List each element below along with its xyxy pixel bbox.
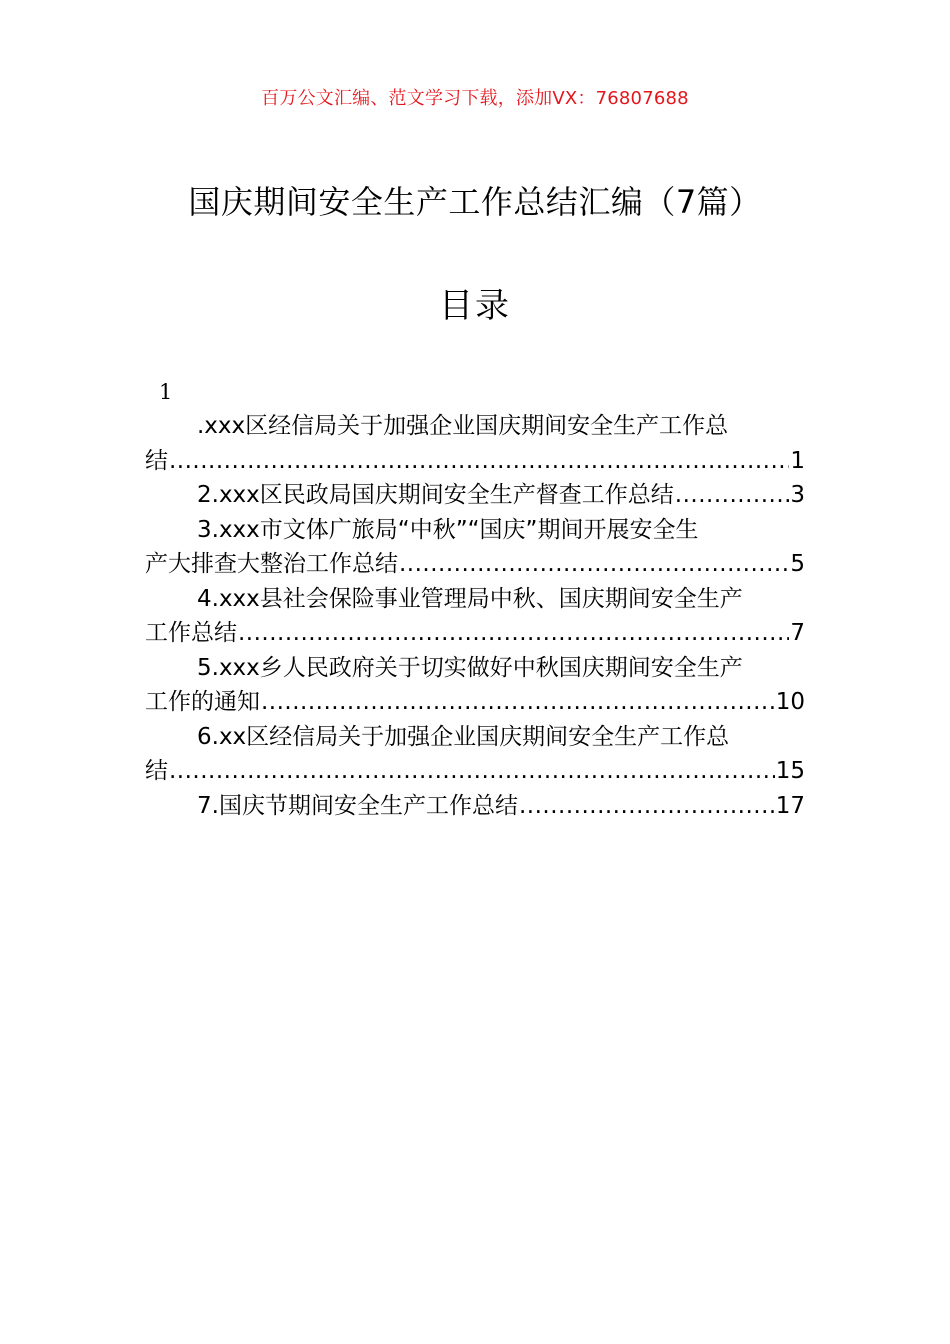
toc-entry-title: 3.xxx市文体广旅局“中秋”“国庆”期间开展安全生 — [197, 516, 699, 543]
toc-entry-title-continued: 结 — [145, 758, 168, 784]
toc-entry-leader — [145, 547, 805, 582]
toc-entry-1[interactable] — [145, 409, 805, 478]
toc-entry-leader — [145, 478, 805, 513]
toc-entry-leader — [145, 754, 805, 789]
document-title: 国庆期间安全生产工作总结汇编（7篇） — [188, 183, 762, 221]
dot-leader — [261, 685, 775, 720]
toc-entry-6[interactable] — [145, 720, 805, 789]
toc-entry-leader — [145, 789, 805, 824]
toc-entry-leader — [145, 444, 805, 479]
toc-entry-page: 1 — [790, 447, 805, 474]
toc-entry-title-continued: 产大排查大整治工作总结 — [145, 551, 398, 577]
toc-entry-page: 17 — [775, 792, 805, 819]
toc-entry-page: 15 — [775, 758, 805, 784]
toc-entry-3[interactable] — [145, 513, 805, 582]
toc-entry-4[interactable] — [145, 582, 805, 651]
toc-entry-title: 2.xxx区民政局国庆期间安全生产督查工作总结 — [197, 482, 674, 508]
toc-entry-7[interactable] — [145, 789, 805, 824]
toc-entry-title: .xxx区经信局关于加强企业国庆期间安全生产工作总 — [197, 413, 729, 439]
toc-entry-title: 5.xxx乡人民政府关于切实做好中秋国庆期间安全生产 — [197, 654, 743, 681]
toc-entry-leader — [145, 685, 805, 720]
toc-entry-title-continued: 结 — [145, 447, 168, 474]
toc-heading: 目录 — [439, 286, 511, 326]
toc-entry-page: 7 — [790, 620, 805, 646]
header-promo-note: 百万公文汇编、范文学习下载，添加VX：76807688 — [261, 88, 689, 109]
toc-entry-title-continued: 工作的通知 — [145, 689, 260, 715]
toc-entry-5[interactable] — [145, 651, 805, 720]
toc-entry-title: 6.xx区经信局关于加强企业国庆期间安全生产工作总 — [197, 723, 730, 750]
toc-entry-1-number: 1 — [159, 380, 173, 404]
toc-entry-title-continued: 工作总结 — [145, 620, 237, 646]
toc-entry-page: 10 — [775, 689, 805, 715]
dot-leader — [399, 547, 789, 582]
table-of-contents — [145, 409, 805, 823]
toc-entry-title: 4.xxx县社会保险事业管理局中秋、国庆期间安全生产 — [197, 585, 743, 612]
toc-entry-2[interactable] — [145, 478, 805, 513]
dot-leader — [238, 616, 789, 651]
dot-leader — [675, 478, 790, 513]
toc-entry-page: 5 — [790, 551, 805, 577]
dot-leader — [519, 789, 775, 824]
dot-leader — [169, 754, 775, 789]
toc-entry-leader — [145, 616, 805, 651]
dot-leader — [169, 444, 789, 479]
toc-entry-title: 7.国庆节期间安全生产工作总结 — [197, 792, 518, 819]
toc-entry-page: 3 — [790, 482, 805, 508]
